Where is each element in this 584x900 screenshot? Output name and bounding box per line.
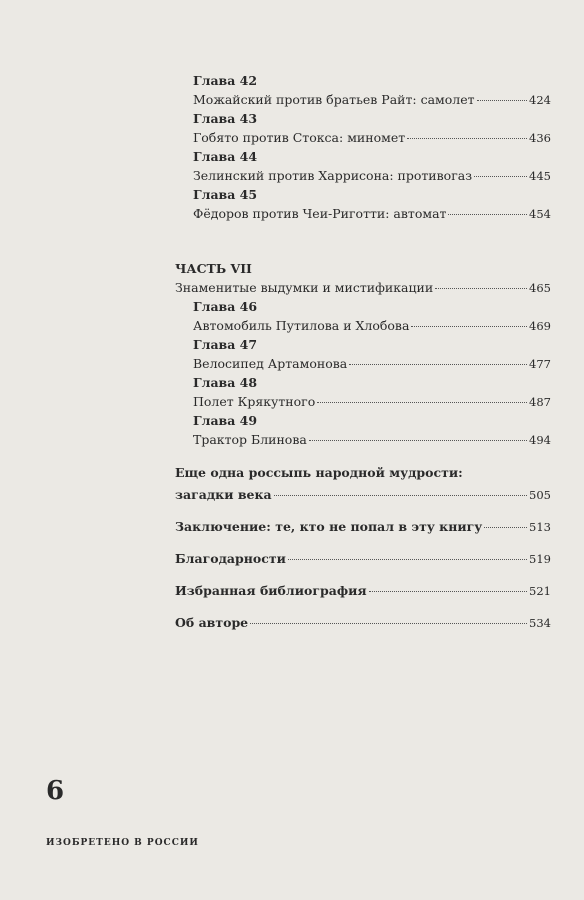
chapter-entry — [193, 431, 551, 450]
dot-leader — [349, 364, 527, 365]
chapter-entry — [193, 355, 551, 374]
toc-chapter-44 — [193, 148, 551, 186]
dot-leader — [477, 100, 528, 101]
toc-riddles — [175, 464, 551, 505]
chapter-label: Глава 47 — [193, 337, 258, 352]
dot-leader — [369, 591, 527, 592]
chapter-page: 477 — [529, 357, 551, 371]
chapter-page: 454 — [529, 207, 551, 221]
chapter-page: 494 — [529, 433, 551, 447]
toc-chapter-48 — [193, 374, 551, 412]
chapter-page: 445 — [529, 169, 551, 183]
riddles-title-line1: Еще одна россыпь народной мудрости: — [175, 465, 463, 480]
chapter-page: 469 — [529, 319, 551, 333]
chapter-entry — [193, 393, 551, 412]
riddles-entry — [175, 486, 551, 505]
toc-chapter-45 — [193, 186, 551, 224]
thanks-title: Благодарности — [175, 551, 286, 566]
chapter-entry — [193, 129, 551, 148]
author-title: Об авторе — [175, 615, 249, 630]
part-intro-page: 465 — [529, 281, 551, 295]
chapter-entry — [193, 205, 551, 224]
toc-bibliography — [175, 582, 551, 601]
chapter-label: Глава 46 — [193, 299, 258, 314]
part-intro-title: Знаменитые выдумки и мистификации — [175, 280, 434, 295]
conclusion-title: Заключение: те, кто не попал в эту книгу — [175, 519, 483, 534]
chapter-title: Гобято против Стокса: миномет — [193, 130, 406, 145]
toc-chapter-42 — [193, 72, 551, 110]
chapter-title: Автомобиль Путилова и Хлобова — [193, 318, 410, 333]
bibliography-title: Избранная библиография — [175, 583, 367, 598]
part-intro-entry — [175, 279, 551, 298]
dot-leader — [411, 326, 527, 327]
chapter-label: Глава 49 — [193, 413, 258, 428]
dot-leader — [309, 440, 527, 441]
chapter-title: Фёдоров против Чеи-Риготти: автомат — [193, 206, 447, 221]
chapter-title: Можайский против братьев Райт: самолет — [193, 92, 475, 107]
chapter-entry — [193, 91, 551, 110]
chapter-label: Глава 42 — [193, 73, 258, 88]
chapter-page: 487 — [529, 395, 551, 409]
toc-chapter-43 — [193, 110, 551, 148]
chapter-title: Зелинский против Харрисона: противогаз — [193, 168, 473, 183]
dot-leader — [317, 402, 527, 403]
toc-thanks — [175, 550, 551, 569]
chapter-label: Глава 44 — [193, 149, 258, 164]
chapter-page: 436 — [529, 131, 551, 145]
toc-conclusion — [175, 518, 551, 537]
dot-leader — [250, 623, 527, 624]
dot-leader — [435, 288, 527, 289]
toc-author — [175, 614, 551, 633]
dot-leader — [407, 138, 527, 139]
chapter-entry — [193, 317, 551, 336]
riddles-title-line2: загадки века — [175, 487, 272, 502]
chapter-title: Трактор Блинова — [193, 432, 307, 447]
chapter-page: 424 — [529, 93, 551, 107]
thanks-page: 519 — [529, 552, 551, 566]
page-number: 6 — [46, 776, 65, 806]
chapter-label: Глава 48 — [193, 375, 258, 390]
conclusion-page: 513 — [529, 520, 551, 534]
toc-chapter-47 — [193, 336, 551, 374]
dot-leader — [448, 214, 527, 215]
chapter-entry — [193, 167, 551, 186]
dot-leader — [288, 559, 527, 560]
author-page: 534 — [529, 616, 551, 630]
toc-chapter-49 — [193, 412, 551, 450]
riddles-page: 505 — [529, 488, 551, 502]
chapter-title: Велосипед Артамонова — [193, 356, 348, 371]
running-head: ИЗОБРЕТЕНО В РОССИИ — [46, 838, 199, 848]
dot-leader — [484, 527, 527, 528]
dot-leader — [474, 176, 527, 177]
chapter-label: Глава 43 — [193, 111, 258, 126]
bibliography-page: 521 — [529, 584, 551, 598]
chapter-title: Полет Крякутного — [193, 394, 316, 409]
table-of-contents — [175, 72, 551, 633]
chapter-label: Глава 45 — [193, 187, 258, 202]
dot-leader — [274, 495, 527, 496]
toc-chapter-46 — [193, 298, 551, 336]
part-heading: ЧАСТЬ VII — [175, 261, 252, 276]
